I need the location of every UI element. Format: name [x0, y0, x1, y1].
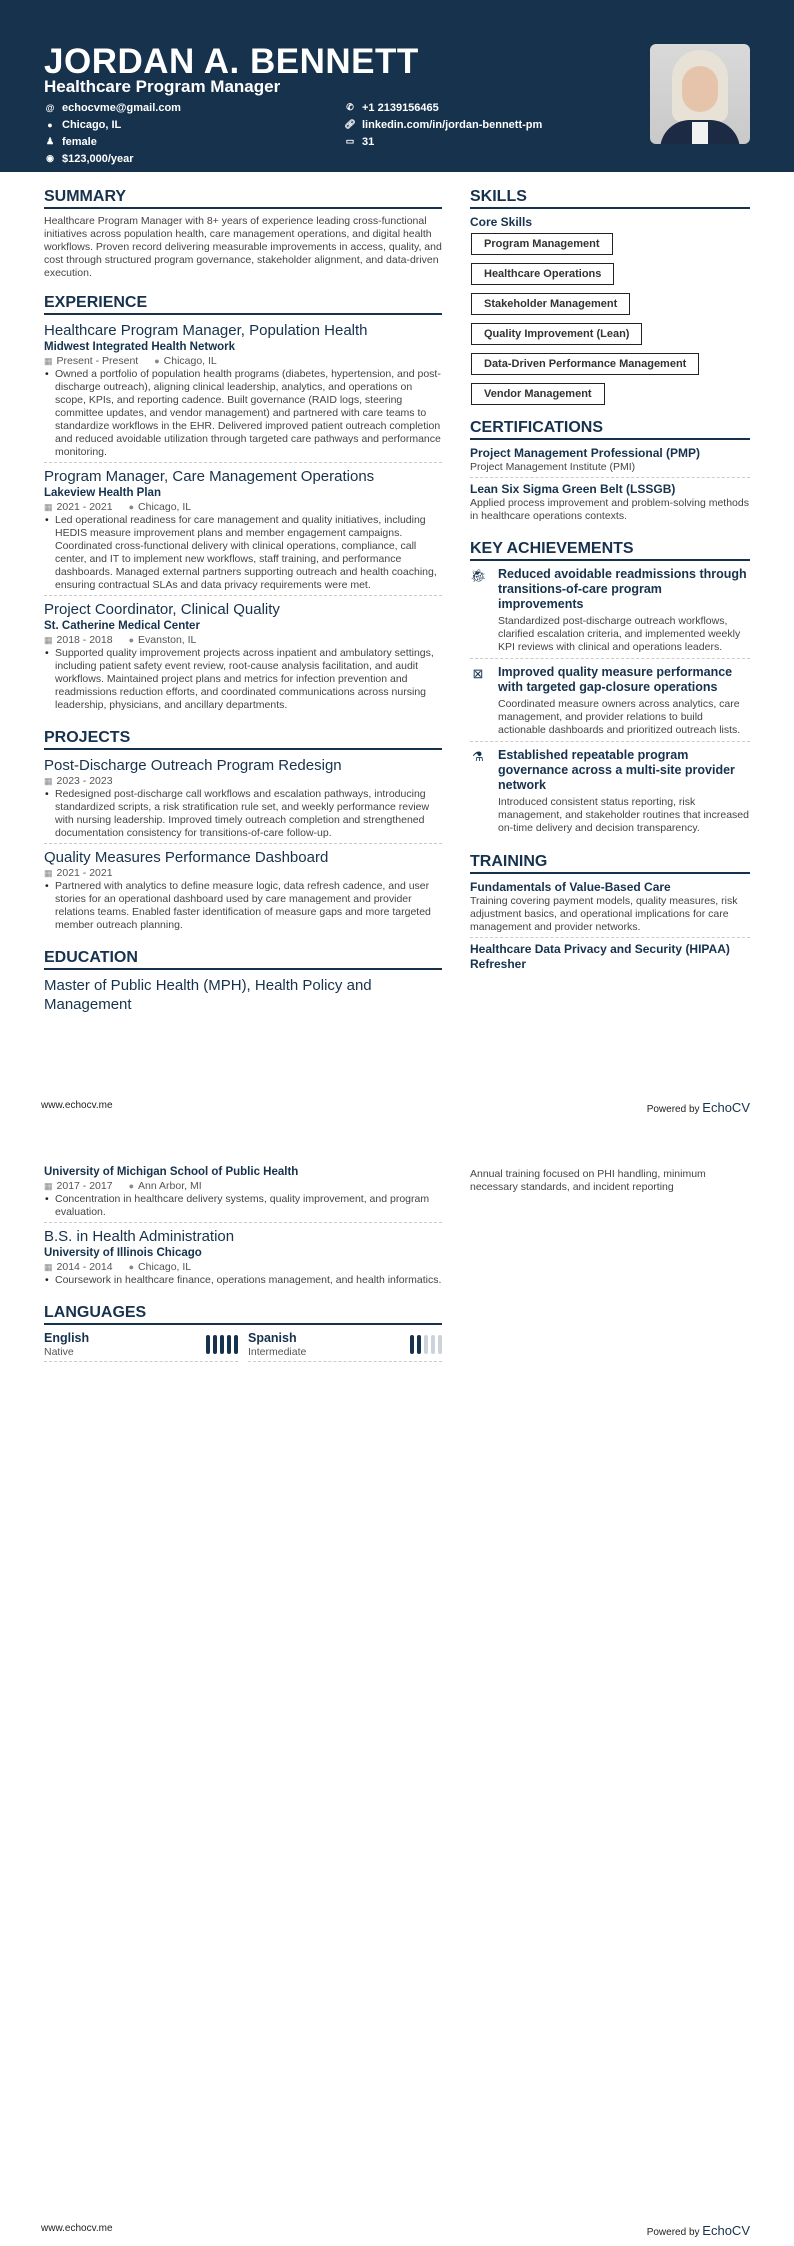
footer-powered-by[interactable]	[647, 1100, 750, 1115]
dates: Present - Present	[56, 355, 139, 367]
resume-page-2	[0, 1123, 794, 2246]
location-icon: ●	[128, 1262, 135, 1272]
contact-text: echocvme@gmail.com	[62, 101, 181, 114]
education-item	[44, 1227, 442, 1290]
language-level: Intermediate	[248, 1346, 307, 1358]
training-section	[470, 853, 750, 972]
school: University of Illinois Chicago	[44, 1247, 202, 1259]
section-heading: SKILLS	[470, 188, 750, 209]
section-heading: CERTIFICATIONS	[470, 419, 750, 440]
language-name: English	[44, 1331, 90, 1345]
contact-phone[interactable]	[344, 100, 564, 115]
training-desc: Annual training focused on PHI handling, minimum necessary standards, and incident reporting	[470, 1168, 706, 1193]
certification-desc: Project Management Institute (PMI)	[470, 461, 636, 473]
achievement-desc: Introduced consistent status reporting, risk management, and stakeholder routines that increased on-time delivery and decision transparency.	[498, 796, 749, 834]
archive-icon: ⊠	[472, 666, 484, 681]
candidate-name: JORDAN A. BENNETT	[44, 42, 419, 81]
project-title: Quality Measures Performance Dashboard	[44, 849, 329, 866]
proficiency-bar	[417, 1335, 421, 1354]
training-desc: Training covering payment models, quality measures, risk adjustment basics, and operational implications for care management and provider networks.	[470, 895, 738, 933]
skills-section	[470, 188, 750, 405]
training-item	[470, 880, 750, 938]
proficiency-bar	[220, 1335, 224, 1354]
company: Lakeview Health Plan	[44, 487, 161, 499]
training-title: Healthcare Data Privacy and Security (HIPAA) Refresher	[470, 942, 730, 971]
contact-age	[344, 134, 564, 149]
calendar-icon: ▦	[44, 502, 53, 512]
summary-section	[44, 188, 442, 280]
section-heading: SUMMARY	[44, 188, 442, 209]
profile-photo	[650, 44, 750, 144]
location-icon: ●	[154, 356, 160, 366]
certification-title: Lean Six Sigma Green Belt (LSSGB)	[470, 482, 676, 496]
training-title: Fundamentals of Value-Based Care	[470, 880, 671, 894]
section-heading: KEY ACHIEVEMENTS	[470, 540, 750, 561]
certifications-section	[470, 419, 750, 526]
proficiency-bar	[438, 1335, 442, 1354]
experience-item	[44, 467, 442, 596]
experience-section	[44, 294, 442, 715]
contact-gender	[44, 134, 344, 149]
person-icon: ♟	[45, 136, 55, 146]
job-title: Project Coordinator, Clinical Quality	[44, 601, 280, 618]
contact-text: female	[62, 135, 97, 148]
achievements-section	[470, 540, 750, 839]
skill-tag: Healthcare Operations	[471, 263, 614, 285]
achievement-title: Established repeatable program governance across a multi-site provider network	[498, 748, 735, 792]
achievement-desc: Coordinated measure owners across analytics, care management, and provider relations to build actionable dashboards and prioritized outreach lists.	[498, 698, 741, 736]
salary-icon: ◉	[46, 153, 54, 163]
section-heading: EDUCATION	[44, 949, 442, 970]
contact-list	[44, 100, 564, 166]
location-icon: ●	[128, 1181, 135, 1191]
location: Evanston, IL	[138, 634, 197, 646]
bullet: • Supported quality improvement projects across inpatient and ambulatory settings, including patient safety event review, root-cause analysis facilitation, and audit workflows. Maintained project plans and metrics for infection prevention and readmissions reduction efforts, and coordinated communications across nursing leadership, physicians, and ancillary departments.	[44, 647, 442, 712]
summary-text: Healthcare Program Manager with 8+ years of experience leading cross-functional initiatives across population health, care management operations, and digital health workflows. Proven record delivering measurable improvements in access, quality, and cost through structured program governance, stakeholder alignment, and data-driven execution.	[44, 215, 442, 279]
section-heading: PROJECTS	[44, 729, 442, 750]
dates: 2018 - 2018	[56, 634, 113, 646]
skill-tag: Vendor Management	[471, 383, 605, 405]
language-proficiency-bars	[206, 1331, 238, 1358]
contact-linkedin[interactable]	[344, 117, 564, 132]
section-heading: TRAINING	[470, 853, 750, 874]
bullet: • Partnered with analytics to define measure logic, data refresh cadence, and user stories for an operational dashboard used by care management and provider relations teams. Enabled faster identification of measure gaps and more targeted member outreach planning.	[44, 880, 442, 932]
language-name: Spanish	[248, 1331, 297, 1345]
company: St. Catherine Medical Center	[44, 620, 200, 632]
calendar-icon: ▦	[44, 1262, 53, 1272]
powered-label: Powered by	[646, 2227, 700, 2238]
skill-tag: Quality Improvement (Lean)	[471, 323, 642, 345]
proficiency-bar	[431, 1335, 435, 1354]
dates: 2017 - 2017	[56, 1180, 113, 1192]
phone-icon: ✆	[346, 102, 354, 112]
proficiency-bar	[213, 1335, 217, 1354]
candidate-title: Healthcare Program Manager	[44, 77, 281, 96]
right-column-continued	[470, 1168, 750, 1194]
footer-site-link[interactable]: www.echocv.me	[41, 1100, 113, 1111]
location: Ann Arbor, MI	[138, 1180, 202, 1192]
location-icon: ●	[128, 502, 135, 512]
footer-site-link[interactable]: www.echocv.me	[41, 2223, 113, 2234]
dates: 2014 - 2014	[56, 1261, 113, 1273]
footer-powered-by[interactable]	[647, 2223, 750, 2238]
section-heading: EXPERIENCE	[44, 294, 442, 315]
languages-section	[44, 1304, 442, 1362]
location: Chicago, IL	[138, 1261, 192, 1273]
calendar-icon: ▦	[44, 1181, 53, 1191]
powered-label: Powered by	[646, 1104, 700, 1115]
achievement-item	[470, 567, 750, 659]
calendar-icon: ▦	[44, 868, 53, 878]
language-level: Native	[44, 1346, 74, 1358]
left-column-continued	[44, 1165, 442, 1376]
contact-location	[44, 117, 344, 132]
language-item	[44, 1331, 238, 1362]
calendar-icon: ▭	[345, 136, 355, 146]
dates: 2023 - 2023	[56, 775, 113, 787]
project-item	[44, 756, 442, 844]
job-title: Healthcare Program Manager, Population Health	[44, 322, 368, 339]
degree-title: Master of Public Health (MPH), Health Policy and Management	[44, 977, 372, 1013]
dates: 2021 - 2021	[56, 867, 113, 879]
flask-icon: ⚗	[472, 749, 484, 764]
calendar-icon: ▦	[44, 635, 53, 645]
brand-name: EchoCV	[702, 2223, 750, 2238]
dates: 2021 - 2021	[56, 501, 113, 513]
location-icon: ●	[47, 119, 53, 130]
calendar-icon: ▦	[44, 356, 53, 366]
experience-item	[44, 600, 442, 715]
projects-section	[44, 729, 442, 935]
achievement-item	[470, 748, 750, 839]
education-section	[44, 949, 442, 1014]
school: University of Michigan School of Public Health	[44, 1166, 299, 1178]
calendar-icon: ▦	[44, 776, 53, 786]
achievement-title: Reduced avoidable readmissions through transitions-of-care program improvements	[498, 567, 747, 611]
language-proficiency-bars	[410, 1331, 442, 1358]
contact-text: 31	[362, 135, 375, 148]
achievement-desc: Standardized post-discharge outreach workflows, clarified escalation criteria, and implemented weekly KPI reviews with clinical and operations leaders.	[498, 615, 741, 653]
link-icon: 🔗︎	[344, 119, 356, 129]
contact-text: Chicago, IL	[62, 118, 122, 131]
education-item	[44, 1165, 442, 1223]
bullet: • Owned a portfolio of population health programs (diabetes, hypertension, and post-discharge outreach), aligning clinical leadership, analytics, and operations on scope, KPIs, and reporting cadence. Built governance (RAID logs, steering committee updates, and vendor management) and partnered with care teams to standardize workflows in the EHR. Delivered improved patient outreach completion and reduced avoidable utilization through targeted care pathways and performance monitoring.	[44, 368, 442, 459]
at-icon: @	[45, 102, 55, 113]
contact-salary	[44, 151, 344, 166]
bullet: • Redesigned post-discharge call workflows and escalation pathways, introducing standardized scripts, a risk stratification rule set, and weekly performance review with nursing leadership. Improved timely outreach completion and strengthened documentation consistency for transitions-of-care follow-up.	[44, 788, 442, 840]
section-heading: LANGUAGES	[44, 1304, 442, 1325]
job-title: Program Manager, Care Management Operations	[44, 468, 375, 485]
right-column	[470, 188, 750, 986]
certification-item	[470, 446, 750, 478]
skill-group-title: Core Skills	[470, 215, 533, 229]
brand-name: EchoCV	[702, 1100, 750, 1115]
certification-item	[470, 482, 750, 526]
certification-title: Project Management Professional (PMP)	[470, 446, 701, 460]
language-item	[248, 1331, 442, 1362]
location: Chicago, IL	[138, 501, 192, 513]
contact-text: linkedin.com/in/jordan-bennett-pm	[362, 118, 543, 131]
experience-item	[44, 321, 442, 463]
bullet: • Concentration in healthcare delivery systems, quality improvement, and program evaluation.	[44, 1193, 442, 1219]
resume-header	[0, 0, 794, 172]
skill-tag: Stakeholder Management	[471, 293, 630, 315]
project-title: Post-Discharge Outreach Program Redesign	[44, 757, 342, 774]
proficiency-bar	[410, 1335, 414, 1354]
location-icon: ●	[128, 635, 135, 645]
skill-tag: Program Management	[471, 233, 613, 255]
left-column	[44, 188, 442, 1028]
skill-tag: Data-Driven Performance Management	[471, 353, 699, 375]
bullet: • Coursework in healthcare finance, operations management, and health informatics.	[44, 1274, 442, 1287]
bullet: • Led operational readiness for care management and quality initiatives, including HEDIS measure improvement plans and member engagement campaigns. Coordinated cross-functional delivery with clinical operations, compliance, call center, and IT to implement new workflows, staff training, and performance dashboards. Managed external partners supporting outreach and health coaching, ensuring contractual SLAs and data privacy requirements were met.	[44, 514, 442, 592]
contact-text: +1 2139156465	[362, 101, 439, 114]
achievement-item	[470, 665, 750, 742]
certification-desc: Applied process improvement and problem-solving methods in healthcare operations contexts.	[470, 497, 749, 522]
degree-title: B.S. in Health Administration	[44, 1228, 235, 1245]
proficiency-bar	[206, 1335, 210, 1354]
proficiency-bar	[227, 1335, 231, 1354]
achievement-title: Improved quality measure performance with targeted gap-closure operations	[498, 665, 733, 694]
company: Midwest Integrated Health Network	[44, 341, 236, 353]
proficiency-bar	[424, 1335, 428, 1354]
contact-email[interactable]	[44, 100, 344, 115]
contact-text: $123,000/year	[62, 152, 134, 165]
project-item	[44, 848, 442, 935]
location: Chicago, IL	[163, 355, 217, 367]
proficiency-bar	[234, 1335, 238, 1354]
bug-icon: 🐞︎	[470, 568, 487, 583]
